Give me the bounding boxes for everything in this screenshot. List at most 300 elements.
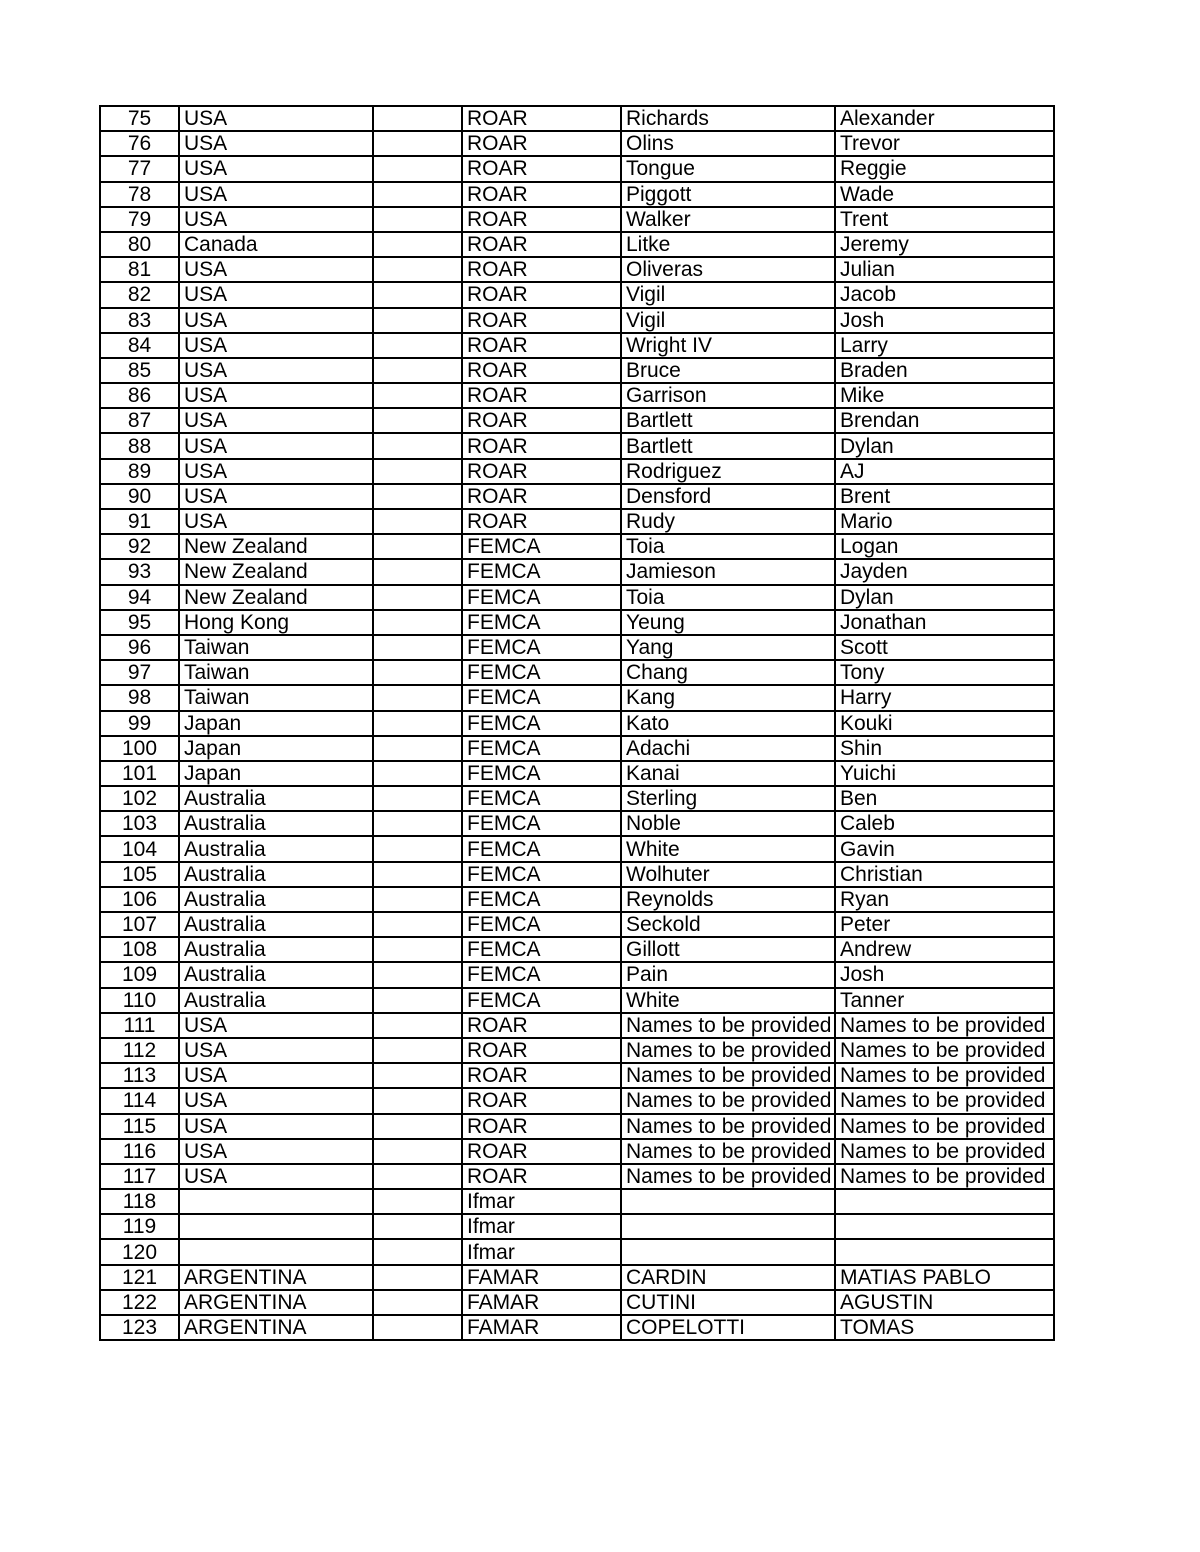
blank-cell [373,459,462,484]
table-row [100,459,1054,484]
entry-number-cell: 95 [100,610,179,635]
last-name-cell: Names to be provided [621,1164,835,1189]
last-name-cell: CUTINI [621,1290,835,1315]
first-name-cell: Jeremy [835,232,1054,257]
country-cell: USA [179,106,373,131]
first-name-cell: Names to be provided [835,1038,1054,1063]
blank-cell [373,257,462,282]
country-cell: Japan [179,736,373,761]
last-name-cell: Wolhuter [621,862,835,887]
entry-number-cell: 123 [100,1315,179,1340]
blank-cell [373,761,462,786]
last-name-cell: Walker [621,207,835,232]
country-cell: USA [179,207,373,232]
country-cell: USA [179,383,373,408]
organization-cell: ROAR [462,333,621,358]
blank-cell [373,912,462,937]
entry-number-cell: 91 [100,509,179,534]
organization-cell: ROAR [462,1063,621,1088]
last-name-cell: Oliveras [621,257,835,282]
first-name-cell: Tanner [835,988,1054,1013]
blank-cell [373,711,462,736]
country-cell: Australia [179,937,373,962]
country-cell: Canada [179,232,373,257]
first-name-cell: Larry [835,333,1054,358]
country-cell: New Zealand [179,585,373,610]
first-name-cell: Dylan [835,585,1054,610]
country-cell: USA [179,182,373,207]
last-name-cell [621,1214,835,1239]
table-row [100,1265,1054,1290]
table-row [100,182,1054,207]
last-name-cell: Toia [621,534,835,559]
entry-number-cell: 101 [100,761,179,786]
first-name-cell: Jacob [835,282,1054,307]
first-name-cell: Mario [835,509,1054,534]
table-row [100,1088,1054,1113]
blank-cell [373,232,462,257]
organization-cell: ROAR [462,1114,621,1139]
last-name-cell: Yeung [621,610,835,635]
organization-cell: FEMCA [462,811,621,836]
last-name-cell: Olins [621,131,835,156]
first-name-cell: Names to be provided [835,1114,1054,1139]
table-row [100,862,1054,887]
first-name-cell: Yuichi [835,761,1054,786]
organization-cell: ROAR [462,1013,621,1038]
first-name-cell: Trent [835,207,1054,232]
last-name-cell: Reynolds [621,887,835,912]
table-row [100,836,1054,861]
first-name-cell: Names to be provided [835,1013,1054,1038]
last-name-cell: Richards [621,106,835,131]
country-cell [179,1214,373,1239]
country-cell [179,1239,373,1264]
last-name-cell: Names to be provided [621,1063,835,1088]
table-row [100,257,1054,282]
last-name-cell [621,1189,835,1214]
first-name-cell: Andrew [835,937,1054,962]
table-row [100,282,1054,307]
table-row [100,207,1054,232]
organization-cell: ROAR [462,1139,621,1164]
entry-number-cell: 112 [100,1038,179,1063]
table-row [100,156,1054,181]
organization-cell: FEMCA [462,912,621,937]
entry-number-cell: 121 [100,1265,179,1290]
blank-cell [373,383,462,408]
last-name-cell: Kang [621,685,835,710]
country-cell: USA [179,131,373,156]
last-name-cell: Rodriguez [621,459,835,484]
country-cell: USA [179,1164,373,1189]
entry-number-cell: 98 [100,685,179,710]
country-cell: USA [179,433,373,458]
first-name-cell: Names to be provided [835,1063,1054,1088]
first-name-cell: Julian [835,257,1054,282]
last-name-cell: Jamieson [621,559,835,584]
country-cell: USA [179,282,373,307]
organization-cell: ROAR [462,106,621,131]
entry-number-cell: 81 [100,257,179,282]
organization-cell: FEMCA [462,685,621,710]
organization-cell: ROAR [462,484,621,509]
entry-number-cell: 119 [100,1214,179,1239]
last-name-cell: Gillott [621,937,835,962]
first-name-cell: Christian [835,862,1054,887]
organization-cell: ROAR [462,509,621,534]
table-row [100,912,1054,937]
country-cell: Australia [179,786,373,811]
organization-cell: ROAR [462,383,621,408]
entry-number-cell: 115 [100,1114,179,1139]
organization-cell: ROAR [462,282,621,307]
country-cell: Australia [179,887,373,912]
table-row [100,1164,1054,1189]
entry-number-cell: 80 [100,232,179,257]
last-name-cell: Names to be provided [621,1038,835,1063]
blank-cell [373,862,462,887]
country-cell: Australia [179,862,373,887]
organization-cell: Ifmar [462,1239,621,1264]
blank-cell [373,962,462,987]
country-cell: Australia [179,811,373,836]
table-row [100,988,1054,1013]
table-row [100,559,1054,584]
roster-table [99,105,1055,1341]
blank-cell [373,1063,462,1088]
entry-number-cell: 99 [100,711,179,736]
country-cell: USA [179,1013,373,1038]
entry-number-cell: 79 [100,207,179,232]
first-name-cell: Caleb [835,811,1054,836]
entry-number-cell: 87 [100,408,179,433]
first-name-cell: Tony [835,660,1054,685]
organization-cell: ROAR [462,131,621,156]
blank-cell [373,1038,462,1063]
table-row [100,131,1054,156]
last-name-cell: CARDIN [621,1265,835,1290]
blank-cell [373,836,462,861]
organization-cell: FEMCA [462,736,621,761]
last-name-cell: Adachi [621,736,835,761]
organization-cell: ROAR [462,182,621,207]
entry-number-cell: 104 [100,836,179,861]
first-name-cell: Shin [835,736,1054,761]
first-name-cell: Kouki [835,711,1054,736]
entry-number-cell: 118 [100,1189,179,1214]
blank-cell [373,585,462,610]
table-row [100,887,1054,912]
table-row [100,962,1054,987]
entry-number-cell: 110 [100,988,179,1013]
first-name-cell: Mike [835,383,1054,408]
last-name-cell: Litke [621,232,835,257]
organization-cell: Ifmar [462,1189,621,1214]
country-cell: Australia [179,962,373,987]
organization-cell: ROAR [462,1088,621,1113]
last-name-cell: Vigil [621,308,835,333]
table-row [100,383,1054,408]
first-name-cell: Scott [835,635,1054,660]
first-name-cell: Peter [835,912,1054,937]
country-cell: Taiwan [179,635,373,660]
first-name-cell [835,1239,1054,1264]
organization-cell: FEMCA [462,585,621,610]
table-row [100,1290,1054,1315]
organization-cell: ROAR [462,1038,621,1063]
table-row [100,308,1054,333]
organization-cell: FEMCA [462,988,621,1013]
first-name-cell: Names to be provided [835,1164,1054,1189]
blank-cell [373,156,462,181]
first-name-cell: Braden [835,358,1054,383]
table-row [100,1139,1054,1164]
country-cell: Australia [179,988,373,1013]
table-row [100,811,1054,836]
first-name-cell: Ryan [835,887,1054,912]
entry-number-cell: 90 [100,484,179,509]
country-cell: Japan [179,711,373,736]
table-row [100,484,1054,509]
entry-number-cell: 86 [100,383,179,408]
table-row [100,1114,1054,1139]
organization-cell: ROAR [462,156,621,181]
organization-cell: FEMCA [462,887,621,912]
entry-number-cell: 82 [100,282,179,307]
last-name-cell: Toia [621,585,835,610]
organization-cell: ROAR [462,358,621,383]
blank-cell [373,1114,462,1139]
last-name-cell: White [621,836,835,861]
organization-cell: ROAR [462,232,621,257]
blank-cell [373,358,462,383]
table-row [100,232,1054,257]
organization-cell: Ifmar [462,1214,621,1239]
blank-cell [373,887,462,912]
first-name-cell: Reggie [835,156,1054,181]
first-name-cell: Harry [835,685,1054,710]
last-name-cell: COPELOTTI [621,1315,835,1340]
organization-cell: ROAR [462,257,621,282]
entry-number-cell: 102 [100,786,179,811]
country-cell: Australia [179,912,373,937]
first-name-cell [835,1214,1054,1239]
last-name-cell: Rudy [621,509,835,534]
organization-cell: FEMCA [462,559,621,584]
blank-cell [373,786,462,811]
entry-number-cell: 93 [100,559,179,584]
entry-number-cell: 108 [100,937,179,962]
country-cell: USA [179,257,373,282]
country-cell: USA [179,1038,373,1063]
entry-number-cell: 114 [100,1088,179,1113]
first-name-cell: Josh [835,962,1054,987]
last-name-cell: Pain [621,962,835,987]
blank-cell [373,736,462,761]
last-name-cell: Bartlett [621,408,835,433]
table-row [100,1063,1054,1088]
organization-cell: FEMCA [462,534,621,559]
last-name-cell: Garrison [621,383,835,408]
entry-number-cell: 122 [100,1290,179,1315]
table-row [100,106,1054,131]
last-name-cell: Bruce [621,358,835,383]
entry-number-cell: 116 [100,1139,179,1164]
table-row [100,509,1054,534]
table-row [100,610,1054,635]
entry-number-cell: 111 [100,1013,179,1038]
first-name-cell: AJ [835,459,1054,484]
table-row [100,534,1054,559]
table-row [100,1214,1054,1239]
entry-number-cell: 109 [100,962,179,987]
blank-cell [373,1214,462,1239]
organization-cell: ROAR [462,1164,621,1189]
blank-cell [373,182,462,207]
blank-cell [373,1315,462,1340]
blank-cell [373,988,462,1013]
first-name-cell: Alexander [835,106,1054,131]
blank-cell [373,1265,462,1290]
last-name-cell: Bartlett [621,433,835,458]
organization-cell: ROAR [462,207,621,232]
entry-number-cell: 83 [100,308,179,333]
country-cell: Australia [179,836,373,861]
last-name-cell [621,1239,835,1264]
organization-cell: FEMCA [462,786,621,811]
table-row [100,711,1054,736]
blank-cell [373,308,462,333]
organization-cell: FEMCA [462,962,621,987]
country-cell: ARGENTINA [179,1290,373,1315]
table-row [100,635,1054,660]
entry-number-cell: 100 [100,736,179,761]
blank-cell [373,534,462,559]
blank-cell [373,1013,462,1038]
entry-number-cell: 120 [100,1239,179,1264]
first-name-cell: TOMAS [835,1315,1054,1340]
country-cell: USA [179,484,373,509]
blank-cell [373,509,462,534]
table-row [100,1013,1054,1038]
table-row [100,358,1054,383]
entry-number-cell: 94 [100,585,179,610]
last-name-cell: Chang [621,660,835,685]
entry-number-cell: 77 [100,156,179,181]
blank-cell [373,1239,462,1264]
blank-cell [373,1139,462,1164]
country-cell: Hong Kong [179,610,373,635]
first-name-cell: Trevor [835,131,1054,156]
last-name-cell: Names to be provided [621,1013,835,1038]
organization-cell: ROAR [462,408,621,433]
blank-cell [373,484,462,509]
blank-cell [373,635,462,660]
country-cell: Taiwan [179,685,373,710]
table-row [100,408,1054,433]
last-name-cell: Noble [621,811,835,836]
country-cell: ARGENTINA [179,1265,373,1290]
organization-cell: FEMCA [462,836,621,861]
entry-number-cell: 105 [100,862,179,887]
first-name-cell: Brent [835,484,1054,509]
country-cell: USA [179,408,373,433]
country-cell: USA [179,1139,373,1164]
entry-number-cell: 106 [100,887,179,912]
blank-cell [373,1189,462,1214]
table-row [100,1315,1054,1340]
table-row [100,786,1054,811]
blank-cell [373,408,462,433]
country-cell: USA [179,358,373,383]
first-name-cell: Gavin [835,836,1054,861]
last-name-cell: Densford [621,484,835,509]
blank-cell [373,811,462,836]
last-name-cell: Names to be provided [621,1114,835,1139]
entry-number-cell: 92 [100,534,179,559]
entry-number-cell: 76 [100,131,179,156]
organization-cell: ROAR [462,308,621,333]
organization-cell: FEMCA [462,937,621,962]
last-name-cell: Wright IV [621,333,835,358]
table-row [100,1239,1054,1264]
blank-cell [373,937,462,962]
last-name-cell: Tongue [621,156,835,181]
country-cell: USA [179,333,373,358]
last-name-cell: Seckold [621,912,835,937]
last-name-cell: Names to be provided [621,1088,835,1113]
last-name-cell: Yang [621,635,835,660]
entry-number-cell: 84 [100,333,179,358]
country-cell: USA [179,459,373,484]
country-cell: New Zealand [179,534,373,559]
country-cell: USA [179,1063,373,1088]
blank-cell [373,1290,462,1315]
country-cell: Taiwan [179,660,373,685]
first-name-cell: Dylan [835,433,1054,458]
entry-number-cell: 89 [100,459,179,484]
first-name-cell: MATIAS PABLO [835,1265,1054,1290]
last-name-cell: Kato [621,711,835,736]
last-name-cell: Sterling [621,786,835,811]
blank-cell [373,685,462,710]
first-name-cell: Ben [835,786,1054,811]
organization-cell: FAMAR [462,1290,621,1315]
table-row [100,333,1054,358]
blank-cell [373,610,462,635]
first-name-cell: Wade [835,182,1054,207]
organization-cell: FAMAR [462,1315,621,1340]
table-row [100,937,1054,962]
first-name-cell: Jonathan [835,610,1054,635]
table-row [100,433,1054,458]
entry-number-cell: 103 [100,811,179,836]
country-cell: USA [179,509,373,534]
entry-number-cell: 88 [100,433,179,458]
table-row [100,660,1054,685]
country-cell: New Zealand [179,559,373,584]
country-cell: ARGENTINA [179,1315,373,1340]
country-cell: USA [179,1114,373,1139]
country-cell: USA [179,308,373,333]
last-name-cell: Kanai [621,761,835,786]
entry-number-cell: 97 [100,660,179,685]
blank-cell [373,1164,462,1189]
organization-cell: FEMCA [462,635,621,660]
country-cell [179,1189,373,1214]
organization-cell: FAMAR [462,1265,621,1290]
